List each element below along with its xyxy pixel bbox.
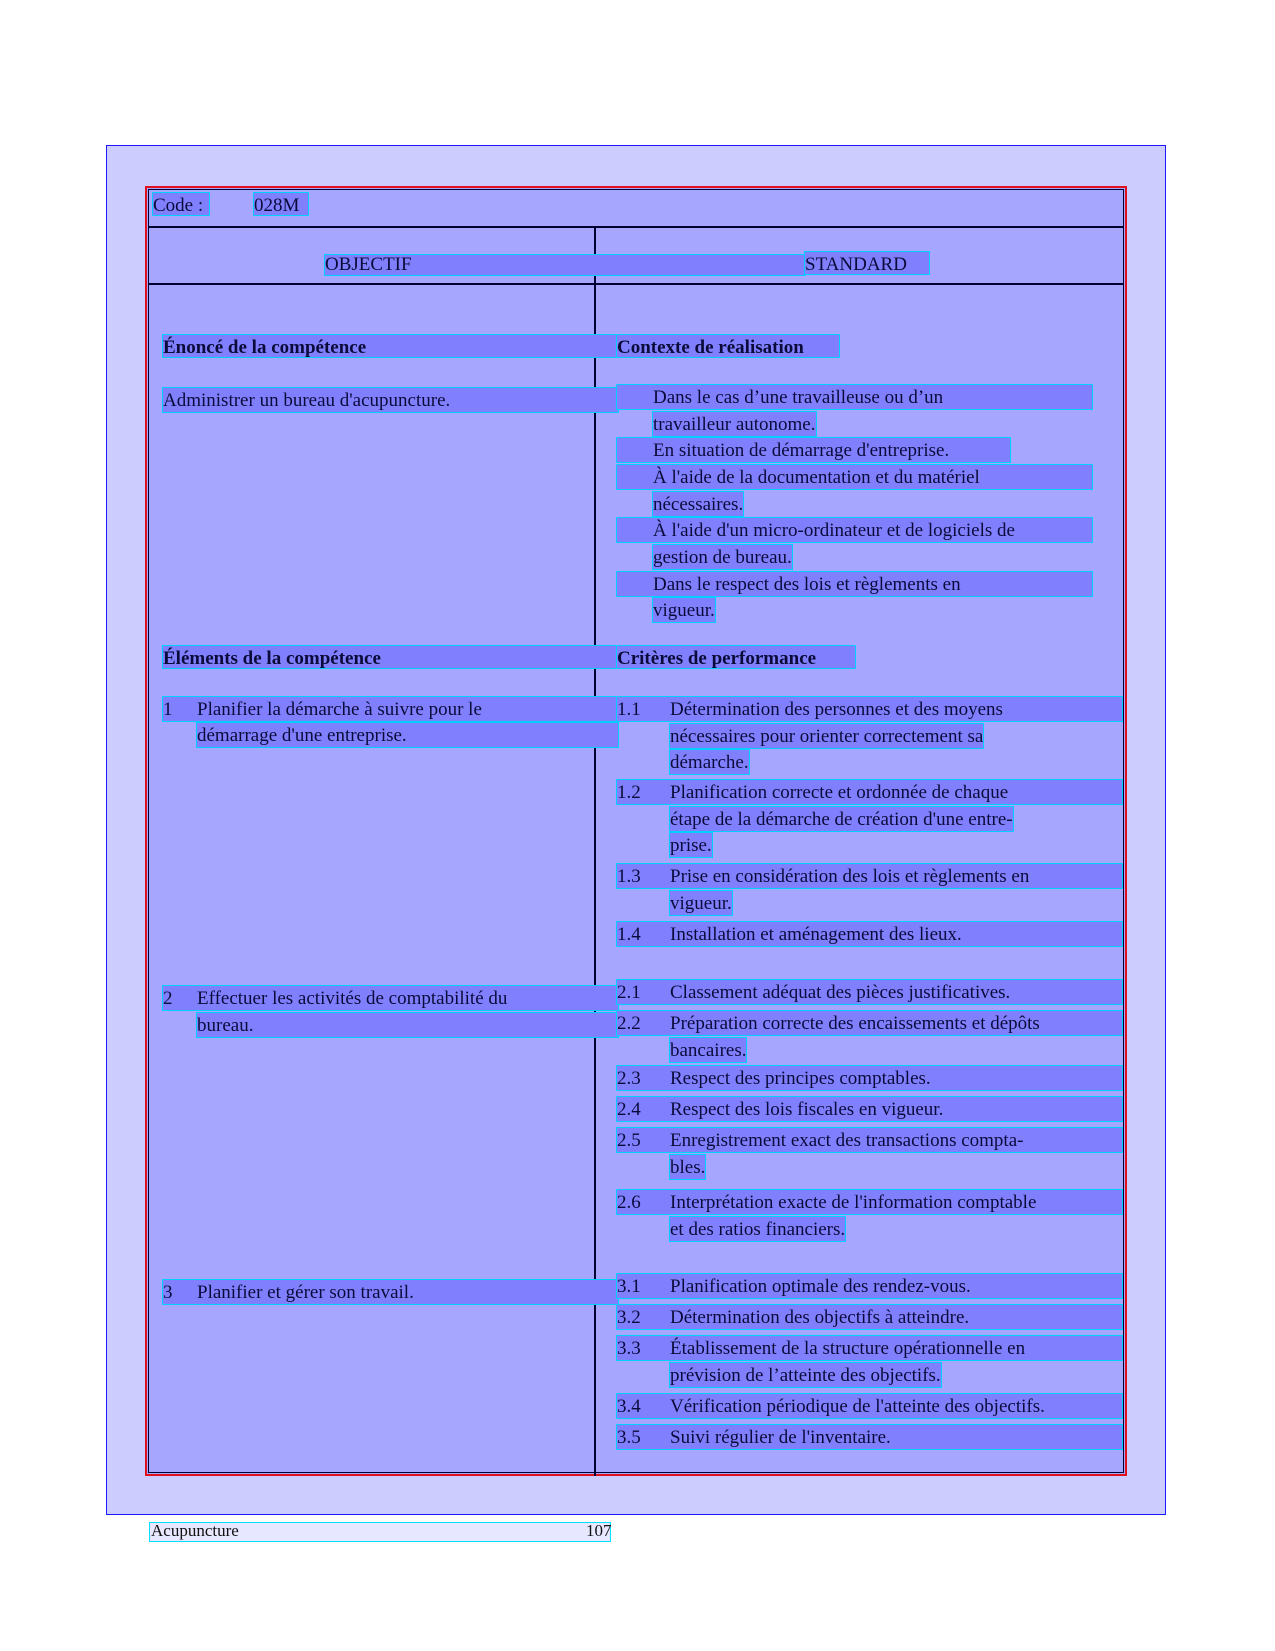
element-line-2: bureau. bbox=[197, 1013, 618, 1037]
element-number: 2 bbox=[163, 988, 173, 1009]
contexte-title: Contexte de réalisation bbox=[617, 335, 839, 357]
element-text: Planifier la démarche à suivre pour le bbox=[197, 699, 482, 720]
contexte-line-2: travailleur autonome. bbox=[653, 414, 816, 435]
critere-line bbox=[617, 864, 1122, 888]
critere-text: Enregistrement exact des transactions compta- bbox=[670, 1130, 1024, 1151]
critere-text: Planification correcte et ordonnée de chaque bbox=[670, 782, 1009, 803]
contexte-line: Dans le respect des lois et règlements en bbox=[617, 572, 1092, 596]
critere-number: 3.2 bbox=[617, 1307, 641, 1328]
critere-line-continued: étape de la démarche de création d'une entre- bbox=[670, 808, 1013, 830]
critere-line-continued: prévision de l’atteinte des objectifs. bbox=[670, 1364, 941, 1386]
criteres-title: Critères de performance bbox=[617, 646, 855, 668]
contexte-line-2: nécessaires. bbox=[653, 494, 744, 515]
critere-line-continued: vigueur. bbox=[670, 892, 732, 914]
critere-number: 1.2 bbox=[617, 782, 641, 803]
critere-line-continued: bancaires. bbox=[670, 1039, 747, 1061]
critere-number: 1.1 bbox=[617, 699, 641, 720]
critere-line bbox=[617, 1066, 1122, 1090]
elements-title: Éléments de la compétence bbox=[163, 646, 618, 668]
critere-number: 1.4 bbox=[617, 924, 641, 945]
critere-text: Vérification périodique de l'atteinte des objectifs. bbox=[670, 1396, 1045, 1417]
critere-line-continued: prise. bbox=[670, 835, 712, 856]
critere-line bbox=[617, 1128, 1122, 1152]
critere-number: 1.3 bbox=[617, 866, 641, 887]
critere-line-continued: et des ratios financiers. bbox=[670, 1218, 846, 1240]
critere-text: Détermination des objectifs à atteindre. bbox=[670, 1307, 970, 1328]
critere-text: Installation et aménagement des lieux. bbox=[670, 924, 962, 945]
critere-line bbox=[617, 1336, 1122, 1360]
contexte-line: À l'aide d'un micro-ordinateur et de logiciels de bbox=[617, 518, 1092, 542]
critere-number: 3.5 bbox=[617, 1427, 641, 1448]
enonce-text: Administrer un bureau d'acupuncture. bbox=[163, 388, 618, 412]
critere-number: 2.6 bbox=[617, 1192, 641, 1213]
critere-number: 2.3 bbox=[617, 1068, 641, 1089]
enonce-title: Énoncé de la compétence bbox=[163, 335, 618, 357]
critere-line bbox=[617, 1274, 1122, 1298]
critere-line bbox=[617, 1394, 1122, 1418]
element-text: Effectuer les activités de comptabilité du bbox=[197, 988, 508, 1009]
critere-text: Classement adéquat des pièces justificatives. bbox=[670, 982, 1011, 1003]
critere-number: 2.4 bbox=[617, 1099, 641, 1120]
critere-text: Respect des principes comptables. bbox=[670, 1068, 931, 1089]
critere-line bbox=[617, 1305, 1122, 1329]
code-label: Code : bbox=[153, 193, 209, 215]
code-value: 028M bbox=[254, 193, 308, 215]
page-number: 107 bbox=[586, 1521, 612, 1540]
footer-title: Acupuncture bbox=[151, 1521, 239, 1540]
critere-line-continued: nécessaires pour orienter correctement sa bbox=[670, 725, 984, 747]
element-line bbox=[163, 986, 618, 1010]
element-number: 1 bbox=[163, 699, 173, 720]
critere-text: Détermination des personnes et des moyens bbox=[670, 699, 1003, 720]
critere-number: 2.1 bbox=[617, 982, 641, 1003]
critere-line-continued: démarche. bbox=[670, 752, 749, 773]
critere-number: 2.2 bbox=[617, 1013, 641, 1034]
critere-number: 3.1 bbox=[617, 1276, 641, 1297]
element-line bbox=[163, 697, 618, 721]
critere-text: Préparation correcte des encaissements et dépôts bbox=[670, 1013, 1040, 1034]
critere-line bbox=[617, 922, 1122, 946]
contexte-line: En situation de démarrage d'entreprise. bbox=[617, 438, 1010, 462]
element-text: Planifier et gérer son travail. bbox=[197, 1282, 414, 1303]
column-header-divider bbox=[149, 283, 1123, 285]
contexte-line bbox=[617, 385, 1092, 409]
contexte-text: Dans le cas d’une travailleuse ou d’un bbox=[653, 387, 944, 408]
critere-line bbox=[617, 780, 1122, 804]
critere-text: Interprétation exacte de l'information comptable bbox=[670, 1192, 1037, 1213]
column-header-standard: STANDARD bbox=[805, 252, 929, 274]
header-divider bbox=[149, 226, 1123, 228]
critere-line bbox=[617, 980, 1122, 1004]
critere-text: Suivi régulier de l'inventaire. bbox=[670, 1427, 891, 1448]
critere-line-continued: bles. bbox=[670, 1156, 706, 1178]
contexte-line-2: vigueur. bbox=[653, 600, 715, 621]
critere-line bbox=[617, 1011, 1122, 1035]
critere-line bbox=[617, 1190, 1122, 1214]
critere-text: Planification optimale des rendez-vous. bbox=[670, 1276, 971, 1297]
element-line-2: démarrage d'une entreprise. bbox=[197, 723, 618, 747]
element-number: 3 bbox=[163, 1282, 173, 1303]
element-line bbox=[163, 1280, 618, 1304]
contexte-line-2: gestion de bureau. bbox=[653, 547, 792, 568]
critere-line bbox=[617, 1097, 1122, 1121]
critere-line bbox=[617, 1425, 1122, 1449]
critere-text: Respect des lois fiscales en vigueur. bbox=[670, 1099, 944, 1120]
contexte-line: À l'aide de la documentation et du matériel bbox=[617, 465, 1092, 489]
critere-number: 3.4 bbox=[617, 1396, 641, 1417]
column-header-objectif: OBJECTIF bbox=[325, 254, 412, 275]
critere-number: 3.3 bbox=[617, 1338, 641, 1359]
critere-text: Établissement de la structure opérationnelle en bbox=[670, 1338, 1026, 1359]
critere-line bbox=[617, 697, 1122, 721]
critere-text: Prise en considération des lois et règlements en bbox=[670, 866, 1030, 887]
critere-number: 2.5 bbox=[617, 1130, 641, 1151]
